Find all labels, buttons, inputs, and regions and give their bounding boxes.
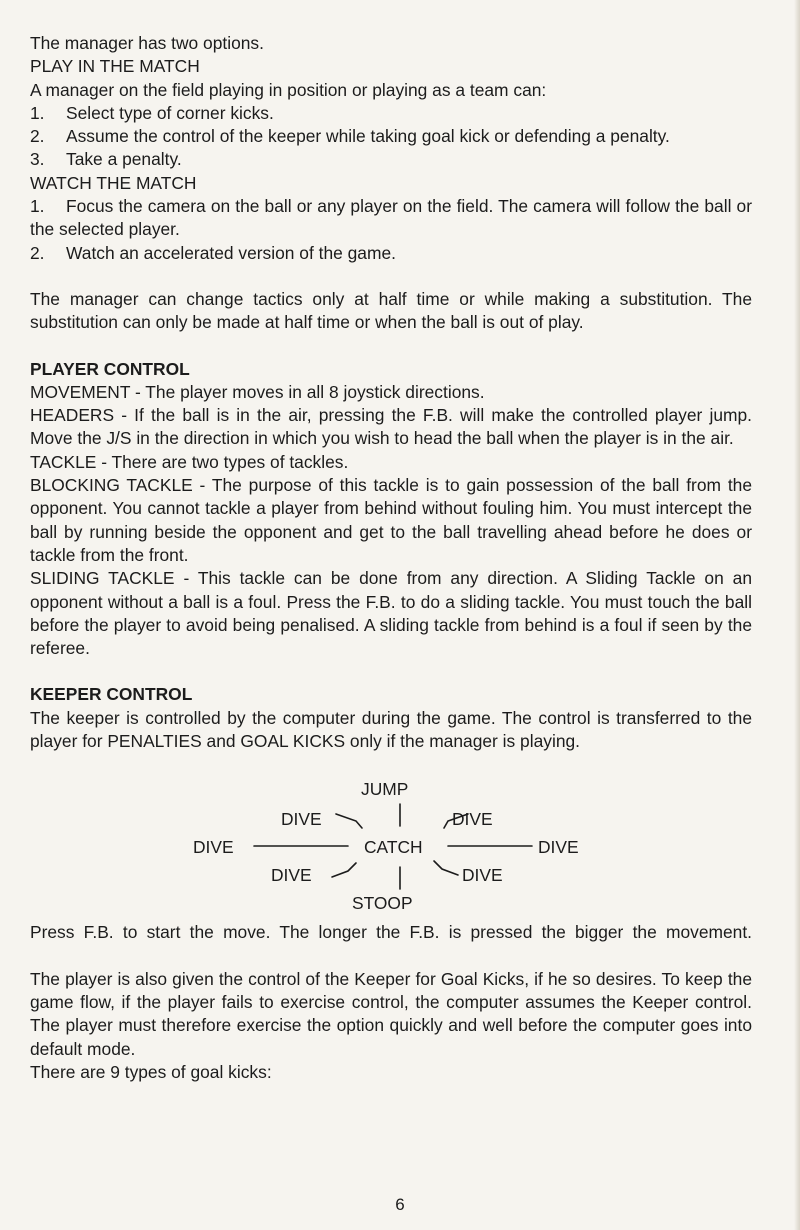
nine-types-line: There are 9 types of goal kicks: [30, 1061, 272, 1082]
goal-kicks-paragraph: The player is also given the control of the Keeper for Goal Kicks, if he so desires. To keep the game flow, if the player fails to exercise control, the computer assumes the Keeper control. The player must therefore exercise the option quickly and well before the computer goes into default mode. [30, 968, 752, 1059]
heading-player-control: PLAYER CONTROL [30, 358, 190, 379]
keeper-control-paragraph: The keeper is controlled by the computer during the game. The control is transferred to the player for PENALTIES and GOAL KICKS only if the manager is playing. [30, 707, 752, 752]
page-number: 6 [395, 1195, 405, 1214]
line-lower-right [434, 861, 458, 875]
watch-item-1: 1. Focus the camera on the ball or any player on the field. The camera will follow the ball or the selected player. [30, 196, 752, 240]
heading-play-in-the-match: PLAY IN THE MATCH [30, 56, 200, 77]
diagram-dive-right-label: DIVE [538, 837, 579, 858]
page-edge [794, 0, 800, 1230]
press-fb-paragraph: Press F.B. to start the move. The longer the F.B. is pressed the bigger the movement. [30, 922, 752, 943]
manual-page [30, 32, 752, 1084]
play-item-2: 2. Assume the control of the keeper while taking goal kick or defending a penalty. [30, 126, 670, 147]
tactics-paragraph: The manager can change tactics only at half time or while making a substitution. The substitution can only be made at half time or when the ball is out of play. [30, 288, 752, 333]
play-item-3: 3. Take a penalty. [30, 149, 182, 170]
diagram-dive-left-label: DIVE [193, 837, 234, 858]
diagram-catch-label: CATCH [364, 837, 423, 858]
line-upper-left [336, 814, 362, 828]
heading-watch-the-match: WATCH THE MATCH [30, 172, 197, 193]
diagram-stoop-label: STOOP [352, 893, 413, 914]
diagram-jump-label: JUMP [361, 779, 409, 800]
play-intro: A manager on the field playing in position or playing as a team can: [30, 79, 547, 100]
play-item-1: 1. Select type of corner kicks. [30, 102, 274, 123]
line-lower-left [332, 863, 356, 877]
blocking-tackle-paragraph: BLOCKING TACKLE - The purpose of this tackle is to gain possession of the ball from the opponent. You cannot tackle a player from behind without fouling him. You must intercept the ball by running beside the opponent and get to the ball travelling ahead before he does or tackle from the front. [30, 475, 752, 565]
movement-paragraph: MOVEMENT - The player moves in all 8 joystick directions. [30, 381, 485, 402]
watch-item-2: 2. Watch an accelerated version of the game. [30, 242, 396, 263]
heading-keeper-control: KEEPER CONTROL [30, 684, 193, 705]
diagram-dive-lower-left-label: DIVE [271, 865, 312, 886]
diagram-dive-upper-left-label: DIVE [281, 809, 322, 830]
sliding-tackle-paragraph: SLIDING TACKLE - This tackle can be done from any direction. A Sliding Tackle on an opponent without a ball is a foul. Press the F.B. to do a sliding tackle. You must touch the ball before the player to avoid being penalised. A sliding tackle from behind is a foul if seen by the referee. [30, 568, 752, 659]
diagram-dive-lower-right-label: DIVE [462, 865, 503, 886]
intro-line: The manager has two options. [30, 33, 264, 53]
keeper-move-diagram [30, 759, 752, 914]
diagram-dive-upper-right-label: DIVE [452, 809, 493, 830]
headers-paragraph: HEADERS - If the ball is in the air, pressing the F.B. will make the controlled player jump. Move the J/S in the direction in which you wish to head the ball when the player is in the air. [30, 405, 752, 449]
tackle-paragraph: TACKLE - There are two types of tackles. [30, 451, 349, 472]
